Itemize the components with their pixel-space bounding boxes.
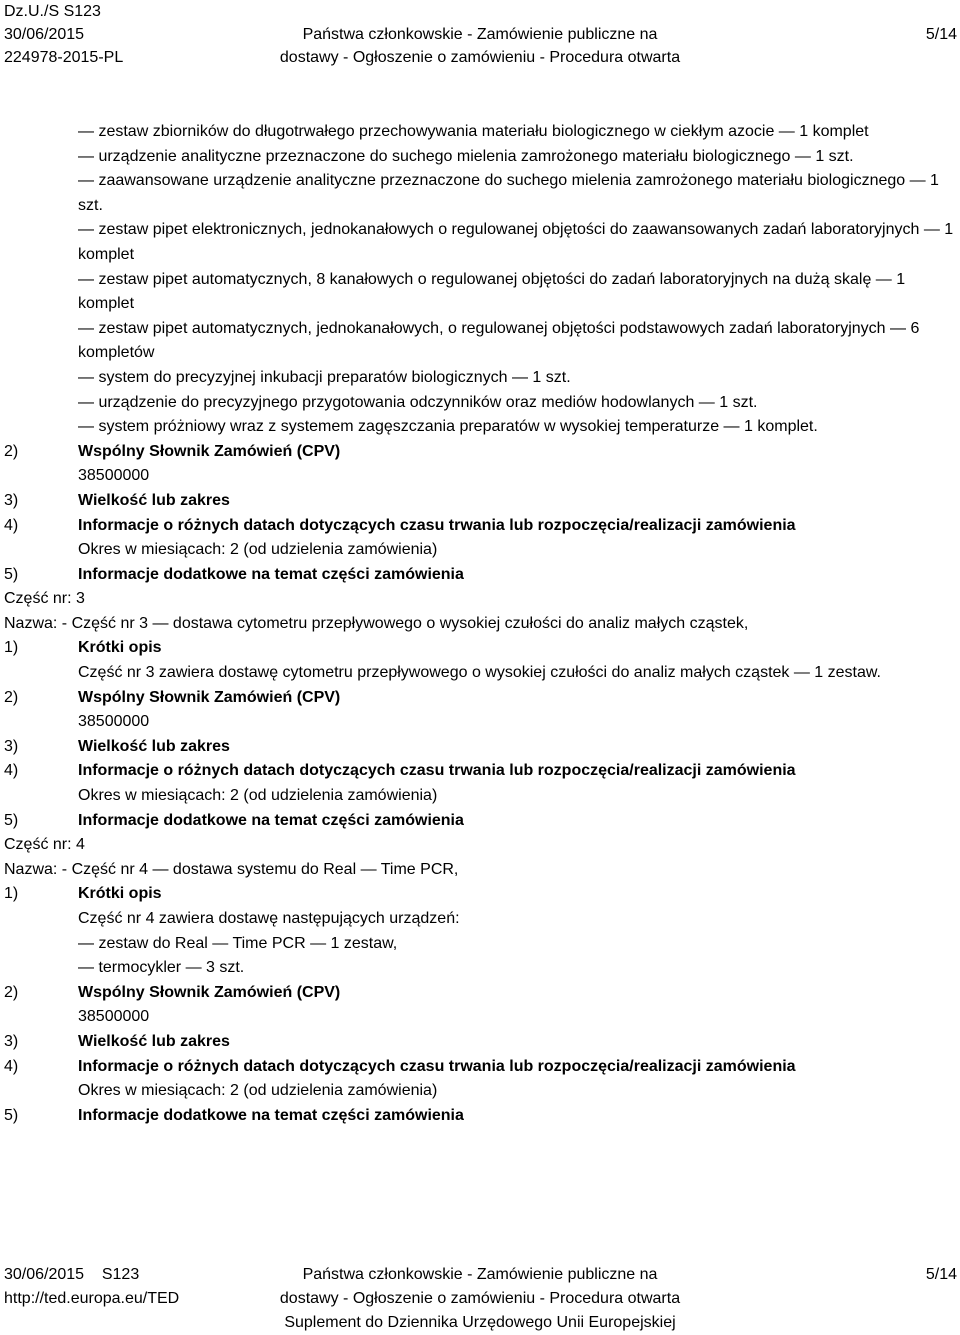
section-title: Wspólny Słownik Zamówień (CPV) <box>78 983 341 1001</box>
list-item: — system próżniowy wraz z systemem zagęszczania preparatów w wysokiej temperaturze — 1 komplet. <box>78 418 818 436</box>
duration-text: Okres w miesiącach: 2 (od udzielenia zamówienia) <box>78 1082 438 1100</box>
part-name: Nazwa: - Część nr 4 — dostawa systemu do Real — Time PCR, <box>4 860 459 878</box>
section-title: Informacje dodatkowe na temat części zamówienia <box>78 1106 464 1124</box>
section-title: Wspólny Słownik Zamówień (CPV) <box>78 688 341 706</box>
section-number: 3) <box>4 737 19 755</box>
footer-page-number: 5/14 <box>925 1266 957 1283</box>
page-header <box>0 0 960 70</box>
section-number: 2) <box>4 983 19 1001</box>
section-title: Krótki opis <box>78 885 162 903</box>
section-additional-info <box>4 809 956 834</box>
section-number: 2) <box>4 442 19 460</box>
section-scope <box>4 489 956 514</box>
footer-center <box>0 1263 960 1335</box>
header-title-line2: dostawy - Ogłoszenie o zamówieniu - Procedura otwarta <box>279 49 681 66</box>
section-additional-info <box>4 563 956 588</box>
duration-text: Okres w miesiącach: 2 (od udzielenia zamówienia) <box>78 787 438 805</box>
section-title: Krótki opis <box>78 639 162 657</box>
section-title: Informacje dodatkowe na temat części zamówienia <box>78 811 464 829</box>
section-number: 4) <box>4 516 19 534</box>
section-scope <box>4 735 956 760</box>
section-title: Informacje dodatkowe na temat części zamówienia <box>78 565 464 583</box>
section-cpv <box>4 981 956 1030</box>
duration-text: Okres w miesiącach: 2 (od udzielenia zamówienia) <box>78 541 438 559</box>
section-short-description <box>4 882 956 980</box>
footer-title-line2: dostawy - Ogłoszenie o zamówieniu - Procedura otwarta <box>279 1290 681 1307</box>
header-journal-ref: Dz.U./S S123 <box>4 3 101 20</box>
list-item: — zestaw do Real — Time PCR — 1 zestaw, <box>78 934 398 952</box>
section-title: Informacje o różnych datach dotyczących czasu trwania lub rozpoczęcia/realizacji zamówienia <box>78 1057 796 1075</box>
section-number: 3) <box>4 1032 19 1050</box>
list-item: — urządzenie analityczne przeznaczone do suchego mielenia zamrożonego materiału biologicznego — 1 szt. <box>78 147 854 165</box>
list-item: — zaawansowane urządzenie analityczne przeznaczone do suchego mielenia zamrożonego materiału biologicznego — 1 szt. <box>78 172 939 214</box>
section-title: Informacje o różnych datach dotyczących czasu trwania lub rozpoczęcia/realizacji zamówienia <box>78 762 796 780</box>
section-dates <box>4 1055 956 1104</box>
section-short-description <box>4 636 956 685</box>
footer-title-line1: Państwa członkowskie - Zamówienie publiczne na <box>302 1266 658 1283</box>
section-dates <box>4 759 956 808</box>
section-scope <box>4 1030 956 1055</box>
footer-supplement: Suplement do Dziennika Urzędowego Unii Europejskiej <box>284 1314 676 1331</box>
part-heading: Część nr: 4 <box>4 836 85 854</box>
header-date: 30/06/2015 <box>4 26 85 43</box>
item-list <box>4 120 956 440</box>
list-item: — zestaw pipet automatycznych, jednokanałowych, o regulowanej objętości podstawowych zadań laboratoryjnych — 6 kompletów <box>78 319 920 362</box>
header-center <box>0 23 960 69</box>
section-number: 1) <box>4 885 19 903</box>
section-title: Informacje o różnych datach dotyczących czasu trwania lub rozpoczęcia/realizacji zamówienia <box>78 516 796 534</box>
section-title: Wielkość lub zakres <box>78 737 230 755</box>
page-content <box>4 120 956 1128</box>
section-dates <box>4 514 956 563</box>
part-heading: Część nr: 3 <box>4 590 85 608</box>
page-footer <box>0 1263 960 1334</box>
list-item: — zestaw zbiorników do długotrwałego przechowywania materiału biologicznego w ciekłym azocie — 1 komplet <box>78 123 869 140</box>
description-text: Część nr 3 zawiera dostawę cytometru przepływowego o wysokiej czułości do analiz małych cząstek — 1 zestaw. <box>78 664 881 682</box>
cpv-code: 38500000 <box>78 713 150 731</box>
footer-date-issue: 30/06/2015 S123 <box>4 1266 140 1283</box>
section-cpv <box>4 440 956 489</box>
section-number: 1) <box>4 639 19 657</box>
cpv-code: 38500000 <box>78 467 150 485</box>
cpv-code: 38500000 <box>78 1008 150 1026</box>
header-page-number: 5/14 <box>925 26 957 43</box>
section-number: 3) <box>4 491 19 509</box>
header-notice-id: 224978-2015-PL <box>4 49 124 66</box>
list-item: — urządzenie do precyzyjnego przygotowania odczynników oraz mediów hodowlanych — 1 szt. <box>78 393 758 411</box>
section-additional-info <box>4 1104 956 1129</box>
list-item: — zestaw pipet automatycznych, 8 kanałowych o regulowanej objętości do zadań laboratoryjnych na dużą skalę — 1 komplet <box>78 270 906 313</box>
section-number: 5) <box>4 565 19 583</box>
section-number: 5) <box>4 811 19 829</box>
section-number: 2) <box>4 688 19 706</box>
section-title: Wspólny Słownik Zamówień (CPV) <box>78 442 341 460</box>
section-number: 4) <box>4 762 19 780</box>
section-title: Wielkość lub zakres <box>78 491 230 509</box>
list-item: — zestaw pipet elektronicznych, jednokanałowych o regulowanej objętości do zaawansowanych zadań laboratoryjnych — 1 komplet <box>78 221 954 263</box>
list-item: — system do precyzyjnej inkubacji preparatów biologicznych — 1 szt. <box>78 368 571 386</box>
section-cpv <box>4 686 956 735</box>
list-item: — termocykler — 3 szt. <box>78 959 245 977</box>
section-number: 5) <box>4 1106 19 1124</box>
description-text: Część nr 4 zawiera dostawę następujących urządzeń: <box>78 910 460 927</box>
part-name: Nazwa: - Część nr 3 — dostawa cytometru przepływowego o wysokiej czułości do analiz małych cząstek, <box>4 614 749 632</box>
section-title: Wielkość lub zakres <box>78 1032 230 1050</box>
section-number: 4) <box>4 1057 19 1075</box>
footer-url: http://ted.europa.eu/TED <box>4 1290 180 1307</box>
header-title-line1: Państwa członkowskie - Zamówienie publiczne na <box>302 26 658 43</box>
